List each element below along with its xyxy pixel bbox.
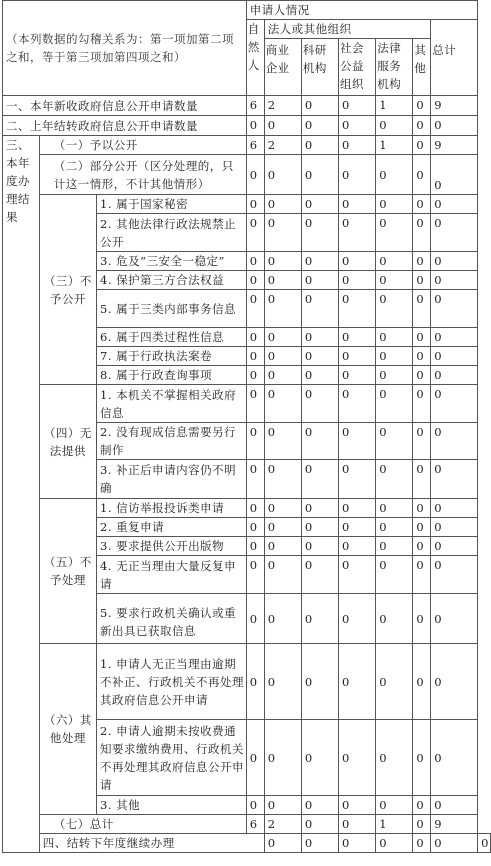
row-label: 3. 补正后申请内容仍不明确 — [97, 460, 247, 499]
cell: 0 — [301, 834, 338, 853]
info-disclosure-table — [2, 0, 491, 853]
cell: 0 — [301, 366, 338, 385]
cell: 0 — [301, 290, 338, 328]
cell: 0 — [376, 499, 413, 518]
row-label: 3. 要求提供公开出版物 — [97, 537, 247, 556]
cell: 0 — [339, 214, 376, 252]
cell: 0 — [301, 460, 338, 499]
group-label: （六）其他处理 — [39, 644, 96, 815]
cell: 0 — [339, 290, 376, 328]
cell: 0 — [339, 499, 376, 518]
cell: 0 — [246, 644, 264, 720]
col-business: 商业企业 — [264, 39, 301, 96]
cell: 0 — [376, 290, 413, 328]
cell: 0 — [301, 385, 338, 423]
cell: 0 — [246, 423, 264, 460]
row-label: 2. 没有现成信息需要另行制作 — [97, 423, 247, 460]
cell: 0 — [413, 720, 431, 796]
col-total: 总计 — [431, 20, 478, 96]
cell: 0 — [413, 385, 431, 423]
col-public-welfare: 社会公益组织 — [339, 39, 376, 96]
cell: 0 — [413, 796, 431, 815]
cell: 2 — [264, 136, 301, 155]
table-row — [3, 136, 491, 155]
cell: 1 — [376, 96, 413, 116]
row-label: 3. 其他 — [97, 796, 247, 815]
group-label: （三）不予公开 — [39, 195, 96, 385]
cell: 0 — [264, 460, 301, 499]
cell: 0 — [413, 815, 431, 834]
cell: 0 — [246, 518, 264, 537]
table-row — [3, 116, 491, 136]
table-row — [3, 644, 491, 720]
cell: 9 — [431, 815, 478, 834]
cell: 0 — [301, 116, 338, 136]
header-applicant: 申请人情况 — [246, 1, 477, 20]
cell: 0 — [376, 155, 413, 195]
cell: 0 — [264, 499, 301, 518]
cell: 0 — [264, 834, 301, 853]
cell: 0 — [246, 796, 264, 815]
cell: 0 — [376, 556, 413, 594]
cell: 0 — [246, 155, 264, 195]
cell: 0 — [264, 594, 301, 644]
cell: 0 — [376, 385, 413, 423]
cell: 0 — [376, 252, 413, 271]
row-label: 四、结转下年度继续办理 — [39, 834, 264, 853]
cell: 0 — [376, 537, 413, 556]
cell: 0 — [376, 720, 413, 796]
cell: 0 — [264, 155, 301, 195]
cell: 0 — [339, 136, 376, 155]
cell: 0 — [301, 518, 338, 537]
cell: 0 — [264, 644, 301, 720]
cell: 9 — [431, 96, 478, 116]
cell: 0 — [246, 328, 264, 347]
cell: 2 — [264, 96, 301, 116]
cell: 2 — [264, 815, 301, 834]
cell: 0 — [264, 252, 301, 271]
cell: 0 — [376, 518, 413, 537]
cell: 0 — [246, 252, 264, 271]
cell: 0 — [301, 556, 338, 594]
cell: 0 — [339, 155, 376, 195]
cell: 0 — [264, 720, 301, 796]
cell: 0 — [413, 214, 431, 252]
cell: 0 — [413, 834, 431, 853]
row-label: （二）部分公开（区分处理的，只计这一情形，不计其他情形） — [39, 155, 246, 195]
cell: 1 — [376, 815, 413, 834]
table-row — [3, 155, 491, 195]
cell: 6 — [246, 96, 264, 116]
cell: 0 — [431, 347, 478, 366]
cell: 0 — [264, 328, 301, 347]
cell: 0 — [246, 556, 264, 594]
col-other: 其他 — [413, 39, 431, 96]
cell: 0 — [376, 644, 413, 720]
cell: 0 — [376, 214, 413, 252]
cell: 0 — [301, 195, 338, 214]
cell: 0 — [339, 644, 376, 720]
cell: 0 — [339, 594, 376, 644]
cell: 0 — [413, 116, 431, 136]
header-note: （本列数据的勾稽关系为：第一项加第二项之和，等于第三项加第四项之和） — [3, 1, 247, 96]
cell: 0 — [301, 136, 338, 155]
row-label: 4. 无正当理由大量反复申请 — [97, 556, 247, 594]
row-label: 4. 保护第三方合法权益 — [97, 271, 247, 290]
cell: 0 — [376, 460, 413, 499]
table-row — [3, 815, 491, 834]
cell: 0 — [413, 347, 431, 366]
cell: 0 — [431, 537, 478, 556]
cell: 0 — [301, 423, 338, 460]
cell: 0 — [339, 366, 376, 385]
table-row — [3, 499, 491, 518]
cell: 0 — [413, 290, 431, 328]
cell: 0 — [301, 594, 338, 644]
cell: 0 — [264, 537, 301, 556]
row-label: 5. 属于三类内部事务信息 — [97, 290, 247, 328]
cell: 0 — [431, 328, 478, 347]
cell: 0 — [413, 96, 431, 116]
cell: 0 — [431, 460, 478, 499]
cell: 0 — [431, 499, 478, 518]
cell: 0 — [339, 195, 376, 214]
cell: 0 — [339, 271, 376, 290]
cell: 0 — [431, 195, 478, 214]
row-label: 二、上年结转政府信息公开申请数量 — [3, 116, 247, 136]
cell: 0 — [431, 594, 478, 644]
header-legal-org: 法人或其他组织 — [264, 20, 431, 39]
cell: 0 — [376, 423, 413, 460]
cell: 0 — [246, 290, 264, 328]
cell: 0 — [413, 518, 431, 537]
cell: 0 — [264, 518, 301, 537]
cell: 0 — [301, 271, 338, 290]
row-label: 1. 本机关不掌握相关政府信息 — [97, 385, 247, 423]
cell: 6 — [246, 136, 264, 155]
cell: 0 — [246, 214, 264, 252]
row-label: 2. 其他法律行政法规禁止公开 — [97, 214, 247, 252]
cell: 0 — [431, 116, 478, 136]
cell: 0 — [376, 271, 413, 290]
cell: 0 — [413, 423, 431, 460]
cell: 0 — [376, 347, 413, 366]
col-natural-person: 自然人 — [246, 20, 264, 96]
cell: 0 — [264, 347, 301, 366]
table-row — [3, 834, 491, 853]
cell: 0 — [376, 834, 413, 853]
cell: 0 — [246, 460, 264, 499]
cell: 0 — [246, 116, 264, 136]
cell: 0 — [413, 136, 431, 155]
cell: 0 — [431, 214, 478, 252]
col-legal-service: 法律服务机构 — [376, 39, 413, 96]
cell: 0 — [376, 116, 413, 136]
cell: 0 — [413, 328, 431, 347]
cell: 0 — [376, 328, 413, 347]
row-label: 8. 属于行政查询事项 — [97, 366, 247, 385]
cell: 0 — [431, 423, 478, 460]
cell: 0 — [413, 594, 431, 644]
cell: 0 — [339, 328, 376, 347]
cell: 0 — [376, 796, 413, 815]
cell: 0 — [431, 290, 478, 328]
cell: 0 — [431, 644, 478, 720]
cell: 0 — [246, 385, 264, 423]
cell: 0 — [246, 347, 264, 366]
cell: 0 — [431, 271, 478, 290]
cell: 0 — [413, 460, 431, 499]
cell: 0 — [339, 423, 376, 460]
cell: 0 — [339, 96, 376, 116]
cell: 0 — [376, 594, 413, 644]
cell: 6 — [246, 815, 264, 834]
cell: 0 — [301, 644, 338, 720]
cell: 0 — [246, 195, 264, 214]
cell: 0 — [339, 116, 376, 136]
cell: 0 — [264, 366, 301, 385]
cell: 0 — [301, 499, 338, 518]
row-label: 7. 属于行政执法案卷 — [97, 347, 247, 366]
cell: 0 — [246, 271, 264, 290]
cell: 0 — [431, 385, 478, 423]
cell: 0 — [246, 366, 264, 385]
cell: 0 — [413, 537, 431, 556]
cell: 0 — [339, 385, 376, 423]
cell: 0 — [264, 385, 301, 423]
cell: 0 — [339, 460, 376, 499]
cell: 0 — [413, 195, 431, 214]
cell: 0 — [301, 214, 338, 252]
cell: 0 — [301, 155, 338, 195]
cell: 0 — [264, 195, 301, 214]
cell: 0 — [339, 347, 376, 366]
cell: 0 — [301, 537, 338, 556]
cell: 0 — [301, 815, 338, 834]
cell: 0 — [478, 834, 491, 853]
cell: 0 — [339, 815, 376, 834]
cell: 0 — [246, 720, 264, 796]
cell: 0 — [431, 366, 478, 385]
cell: 0 — [431, 556, 478, 594]
cell: 0 — [339, 556, 376, 594]
cell: 0 — [339, 720, 376, 796]
cell: 0 — [301, 347, 338, 366]
cell: 0 — [413, 271, 431, 290]
cell: 0 — [246, 594, 264, 644]
cell: 0 — [431, 518, 478, 537]
row-label: 6. 属于四类过程性信息 — [97, 328, 247, 347]
cell: 1 — [376, 136, 413, 155]
cell: 0 — [246, 537, 264, 556]
row-label: 3. 危及“三安全一稳定” — [97, 252, 247, 271]
cell: 0 — [413, 155, 431, 195]
cell: 0 — [431, 796, 478, 815]
cell: 0 — [339, 834, 376, 853]
col-research: 科研机构 — [301, 39, 338, 96]
cell: 0 — [264, 290, 301, 328]
row-label: 2. 申请人逾期未按收费通知要求缴纳费用、行政机关不再处理其政府信息公开申请 — [97, 720, 247, 796]
cell: 0 — [413, 556, 431, 594]
cell: 0 — [431, 720, 478, 796]
cell: 0 — [301, 720, 338, 796]
row-label: （一）予以公开 — [39, 136, 246, 155]
section3-label: 三、本年度办理结果 — [3, 136, 40, 853]
group-label: （五）不予处理 — [39, 499, 96, 644]
cell: 0 — [264, 423, 301, 460]
cell: 0 — [339, 796, 376, 815]
cell: 0 — [301, 252, 338, 271]
row-label: 1. 信访举报投诉类申请 — [97, 499, 247, 518]
cell: 0 — [413, 252, 431, 271]
row-label: 2. 重复申请 — [97, 518, 247, 537]
cell: 0 — [413, 499, 431, 518]
cell: 0 — [264, 214, 301, 252]
table-row — [3, 96, 491, 116]
cell: 0 — [431, 252, 478, 271]
row-label: 一、本年新收政府信息公开申请数量 — [3, 96, 247, 116]
cell: 0 — [339, 537, 376, 556]
table-row — [3, 385, 491, 423]
cell: 0 — [264, 796, 301, 815]
cell: 0 — [246, 499, 264, 518]
cell: 9 — [431, 136, 478, 155]
cell: 0 — [301, 328, 338, 347]
cell: 0 — [339, 252, 376, 271]
cell: 0 — [413, 366, 431, 385]
group-label: （四）无法提供 — [39, 385, 96, 499]
cell: 0 — [301, 96, 338, 116]
cell: 0 — [376, 366, 413, 385]
row-label: 1. 申请人无正当理由逾期不补正、行政机关不再处理其政府信息公开申请 — [97, 644, 247, 720]
cell: 0 — [264, 556, 301, 594]
cell: 0 — [376, 195, 413, 214]
row-label: 1. 属于国家秘密 — [97, 195, 247, 214]
row-label: （七）总计 — [39, 815, 246, 834]
cell: 0 — [413, 644, 431, 720]
cell: 0 — [301, 796, 338, 815]
cell: 0 — [339, 518, 376, 537]
cell: 0 — [264, 271, 301, 290]
cell: 0 — [431, 834, 478, 853]
table-row — [3, 195, 491, 214]
cell: 0 — [264, 116, 301, 136]
cell: 0 — [431, 155, 478, 195]
row-label: 5. 要求行政机关确认或重新出具已获取信息 — [97, 594, 247, 644]
